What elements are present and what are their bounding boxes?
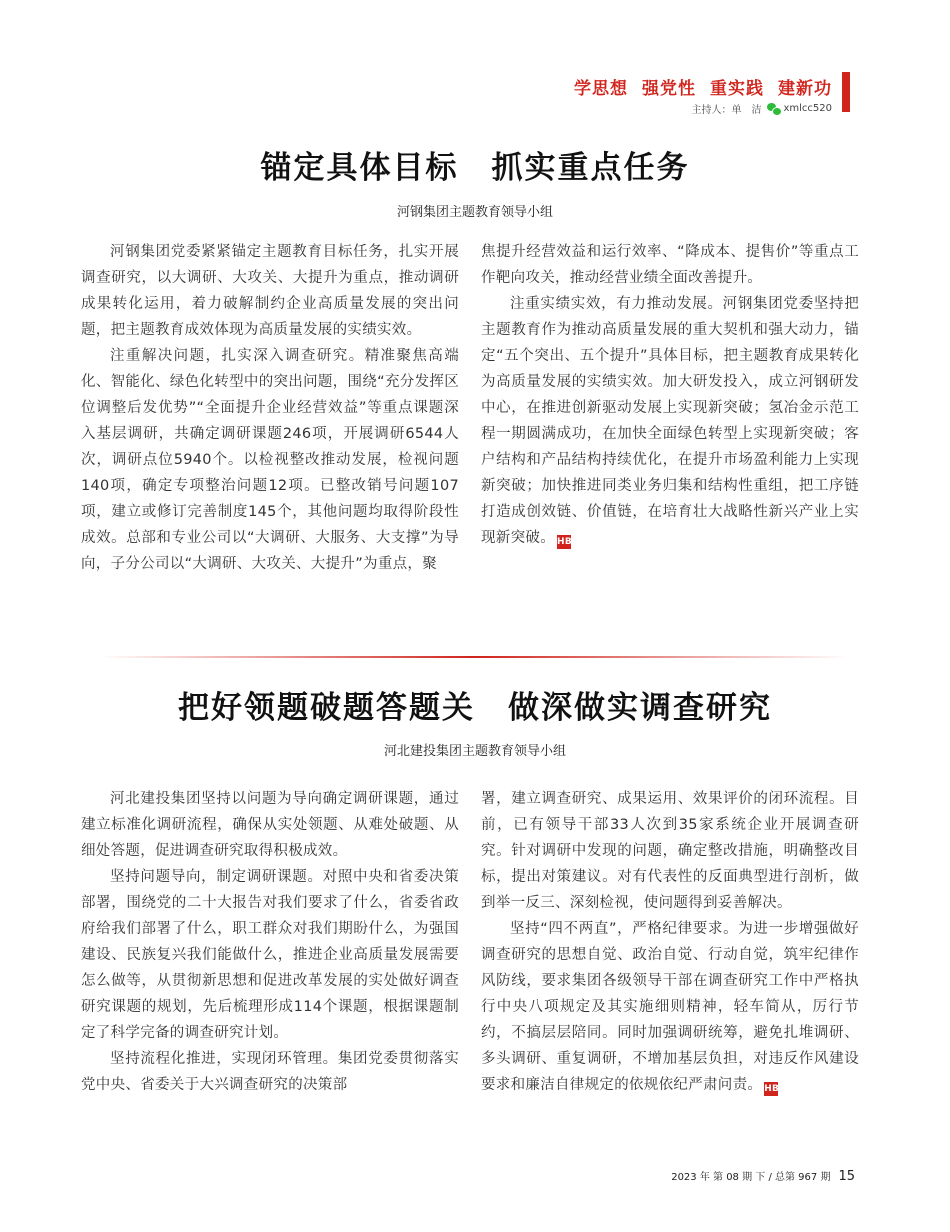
article1-paragraph: 河钢集团党委紧紧锚定主题教育目标任务，扎实开展调查研究，以大调研、大攻关、大提升为重点，推动调研成果转化运用，着力破解制约企业高质量发展的突出问题，把主题教育成效体现为高质量发展的实绩实效。 bbox=[81, 244, 459, 338]
article2-right-column bbox=[481, 786, 859, 1098]
article-end-mark-icon: HB bbox=[764, 1084, 780, 1094]
article1-paragraph-continued: 焦提升经营效益和运行效率、“降成本、提售价”等重点工作靶向攻关，推动经营业绩全面改善提升。 bbox=[481, 244, 859, 286]
host-line bbox=[691, 101, 832, 116]
page-footer bbox=[671, 1168, 855, 1184]
article1-title: 锚定具体目标 抓实重点任务 bbox=[260, 150, 690, 186]
wechat-id: xmlcc520 bbox=[783, 103, 832, 114]
article2-title: 把好领题破题答题关 做深做实调查研究 bbox=[178, 690, 772, 726]
article1-paragraph bbox=[481, 291, 859, 551]
article1-left-column bbox=[81, 239, 459, 577]
slogan-1: 学思想 bbox=[574, 79, 628, 99]
slogan-2: 强党性 bbox=[642, 79, 696, 99]
article2-paragraph: 河北建投集团坚持以问题为导向确定调研课题，通过建立标准化调研流程，确保从实处领题、从难处破题、从细处答题，促进调查研究取得积极成效。 bbox=[81, 791, 459, 859]
article2-paragraph-text: 坚持“四不两直”，严格纪律要求。为进一步增强做好调查研究的思想自觉、政治自觉、行动自觉，筑牢纪律作风防线，要求集团各级领导干部在调查研究工作中严格执行中央八项规定及其实施细则精神，轻车简从，厉行节约，不搞层层陪同。同时加强调研统筹，避免扎堆调研、多头调研、重复调研，不增加基层负担，对违反作风建设要求和廉洁自律规定的依规依纪严肃问责。 bbox=[481, 921, 859, 1093]
page-number: 15 bbox=[838, 1169, 855, 1184]
article1-paragraph-text: 注重实绩实效，有力推动发展。河钢集团党委坚持把主题教育作为推动高质量发展的重大契机和强大动力，锚定“五个突出、五个提升”具体目标，把主题教育成果转化为高质量发展的实绩实效。加大研发投入，成立河钢研发中心，在推进创新驱动发展上实现新突破；氢冶金示范工程一期圆满成功，在加快全面绿色转型上实现新突破；客户结构和产品结构持续优化，在提升市场盈利能力上实现新突破；加快推进同类业务归集和结构性重组，把工序链打造成创效链、价值链，在培育壮大战略性新兴产业上实现新突破。 bbox=[481, 296, 859, 546]
article1-right-column bbox=[481, 239, 859, 551]
host-label: 主持人：单 洁 bbox=[691, 105, 762, 116]
article1-byline: 河钢集团主题教育领导小组 bbox=[396, 205, 553, 220]
column-slogan bbox=[560, 74, 832, 99]
article2-paragraph bbox=[481, 916, 859, 1098]
article-end-mark-icon: HB bbox=[557, 537, 572, 547]
article1-paragraph: 注重解决问题，扎实深入调查研究。精准聚焦高端化、智能化、绿色化转型中的突出问题，围绕“充分发挥区位调整后发优势”“全面提升企业经营效益”等重点课题深入基层调研，共确定调研课题246项，开展调研6544人次，调研点位5940个。以检视整改推动发展，检视问题140项，确定专项整治问题12项。已整改销号问题107项，建立或修订完善制度145个，其他问题均取得阶段性成效。总部和专业公司以“大调研、大服务、大支撑”为导向，子分公司以“大调研、大攻关、大提升”为重点，聚 bbox=[81, 348, 459, 572]
issue-info: 2023 年 第 08 期 下 / 总第 967 期 bbox=[671, 1172, 831, 1183]
section-divider bbox=[100, 656, 850, 658]
article2-paragraph: 坚持流程化推进，实现闭环管理。集团党委贯彻落实党中央、省委关于大兴调查研究的决策部 bbox=[81, 1051, 459, 1093]
header-accent-bar bbox=[842, 72, 850, 112]
slogan-3: 重实践 bbox=[710, 79, 764, 99]
article2-left-column bbox=[81, 786, 459, 1098]
article2-paragraph: 坚持问题导向，制定调研课题。对照中央和省委决策部署，围绕党的二十大报告对我们要求了什么，省委省政府给我们部署了什么，职工群众对我们期盼什么，为强国建设、民族复兴我们能做什么，推进企业高质量发展需要怎么做等，从贯彻新思想和促进改革发展的实处做好调查研究课题的规划，先后梳理形成114个课题，根据课题制定了科学完备的调查研究计划。 bbox=[81, 869, 459, 1041]
wechat-icon bbox=[767, 103, 781, 114]
slogan-4: 建新功 bbox=[778, 79, 832, 99]
article2-paragraph-continued: 署，建立调查研究、成果运用、效果评价的闭环流程。目前，已有领导干部33人次到35家系统企业开展调查研究。针对调研中发现的问题，确定整改措施，明确整改目标，提出对策建议。对有代表性的反面典型进行剖析，做到举一反三、深刻检视，使问题得到妥善解决。 bbox=[481, 791, 859, 911]
article2-byline: 河北建投集团主题教育领导小组 bbox=[383, 744, 566, 759]
